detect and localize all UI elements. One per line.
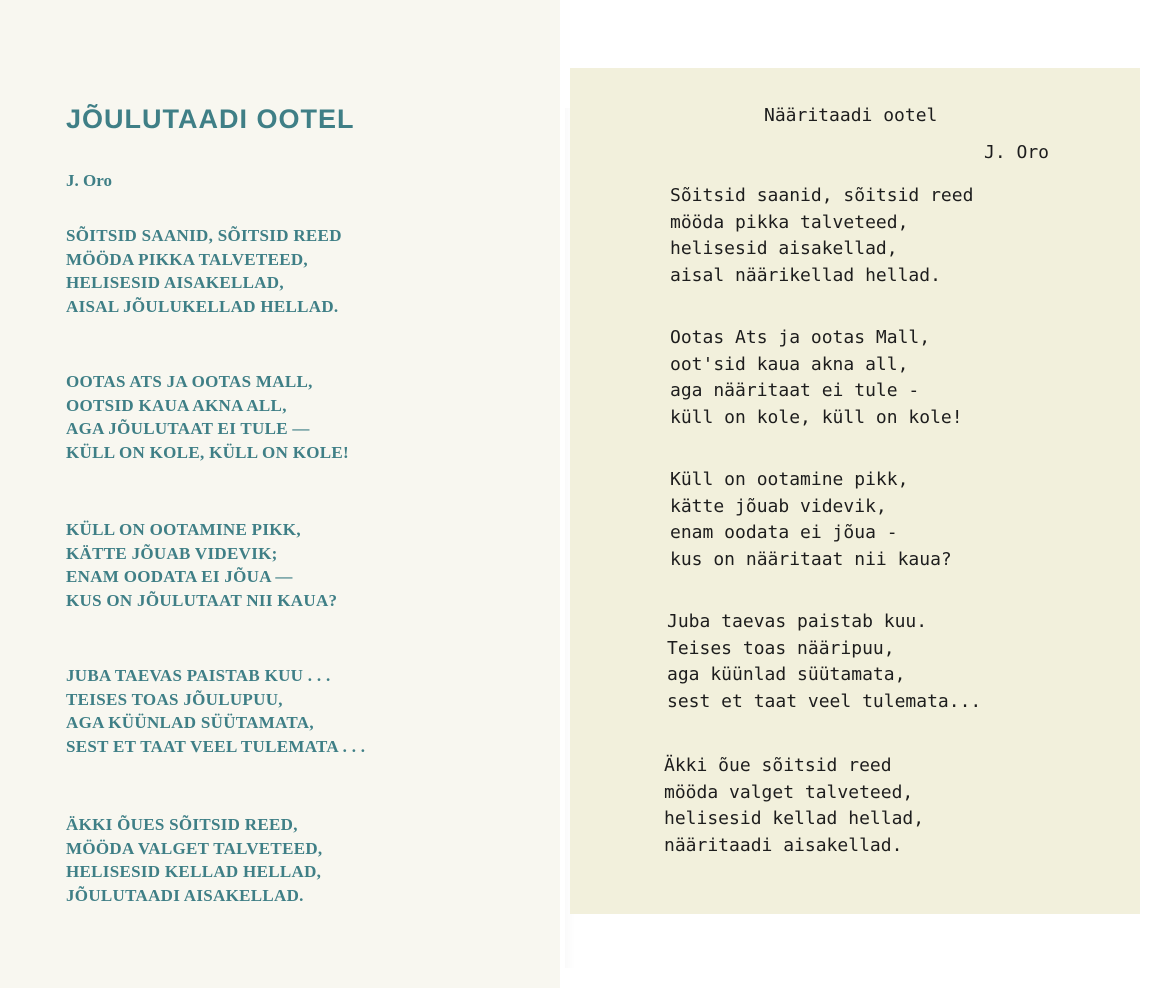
printed-line: MÖÖDA VALGET TALVETEED, [66,838,323,858]
printed-line: ÄKKI ÕUES SÕITSID REED, [66,815,298,834]
printed-stanza-2 [66,370,349,464]
typed-line: Ootas Ats ja ootas Mall, [670,327,931,348]
printed-line: TEISES TOAS JÕULUPUU, [66,689,283,709]
typed-line: aga nääritaat ei tule - [670,380,920,402]
typed-line: Äkki õue sõitsid reed [664,755,892,776]
printed-line: JUBA TAEVAS PAISTAB KUU . . . [66,666,331,685]
printed-line: AGA JÕULUTAAT EI TULE — [66,419,310,438]
printed-line: HELISESID KELLAD HELLAD, [66,862,322,881]
typed-line: aisal näärikellad hellad. [670,265,941,287]
printed-poem-author: J. Oro [66,171,112,190]
printed-line: KÜLL ON KOLE, KÜLL ON KOLE! [66,442,349,462]
typed-line: oot'sid kaua akna all, [670,353,909,375]
typed-line: Küll on ootamine pikk, [670,469,909,490]
printed-line: SEST ET TAAT VEEL TULEMATA . . . [66,736,366,756]
typed-line: helisesid kellad hellad, [664,808,925,830]
printed-stanza-3 [66,518,337,612]
printed-line: KÜLL ON OOTAMINE PIKK, [66,520,301,539]
printed-line: AISAL JÕULUKELLAD HELLAD. [66,296,339,316]
typed-line: Juba taevas paistab kuu. [667,611,928,632]
printed-line: KUS ON JÕULUTAAT NII KAUA? [66,590,338,610]
printed-line: OOTAS ATS JA OOTAS MALL, [66,372,313,391]
printed-line: KÄTTE JÕUAB VIDEVIK; [66,543,278,563]
typed-line: kus on nääritaat nii kaua? [670,549,952,571]
printed-line: AGA KÜÜNLAD SÜÜTAMATA, [66,713,314,732]
typed-line: Teises toas nääripuu, [667,637,895,659]
typed-line: aga küünlad süütamata, [667,664,906,686]
typed-line: kätte jõuab videvik, [670,495,887,517]
typed-line: mööda valget talveteed, [664,781,914,803]
printed-stanza-4 [66,664,365,758]
typed-line: nääritaadi aisakellad. [664,835,903,857]
printed-line: OOTSID KAUA AKNA ALL, [66,395,287,415]
printed-line: MÖÖDA PIKKA TALVETEED, [66,249,308,269]
typed-line: Sõitsid saanid, sõitsid reed [670,185,974,206]
typed-stanza-3 [670,467,952,574]
typed-stanza-5 [664,753,924,860]
typed-line: helisesid aisakellad, [670,238,898,260]
typed-line: mööda pikka talveteed, [670,211,909,233]
printed-line: JÕULUTAADI AISAKELLAD. [66,885,304,905]
printed-poem-title: JÕULUTAADI OOTEL [66,104,355,134]
printed-line: HELISESID AISAKELLAD, [66,273,284,292]
typed-poem-title: Nääritaadi ootel [764,105,938,126]
typed-line: enam oodata ei jõua - [670,522,898,544]
printed-stanza-5 [66,813,322,907]
typed-line: küll on kole, küll on kole! [670,407,963,429]
typed-stanza-1 [670,183,973,290]
printed-line: ENAM OODATA EI JÕUA — [66,567,293,586]
printed-stanza-1 [66,224,342,318]
printed-line: SÕITSID SAANID, SÕITSID REED [66,226,342,245]
typed-stanza-2 [670,325,963,432]
typed-poem-author: J. Oro [984,142,1050,163]
typed-stanza-4 [667,609,981,716]
typed-line: sest et taat veel tulemata... [667,691,982,713]
